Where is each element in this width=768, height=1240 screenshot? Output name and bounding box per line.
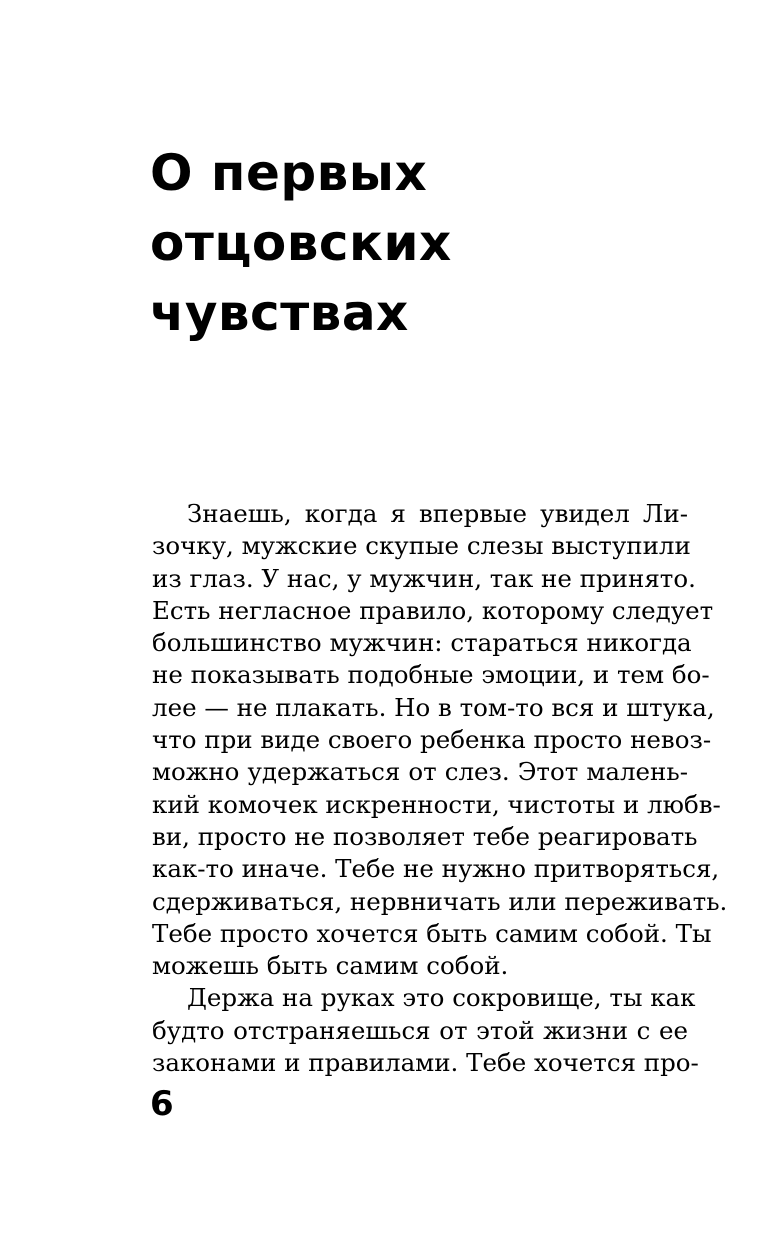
text-line: будто отстраняешься от этой жизни с ее	[152, 1015, 688, 1045]
text-line: зочку, мужские скупые слезы выступили	[152, 531, 691, 561]
text-line: можешь быть самим собой.	[152, 951, 509, 981]
text-line: Есть негласное правило, которому следует	[152, 595, 714, 625]
text-line: Держа на руках это сокровище, ты как	[187, 983, 696, 1013]
text-line: Тебе просто хочется быть самим собой. Ты	[152, 918, 712, 948]
text-line: лее — не плакать. Но в том-то вся и штука,	[152, 692, 715, 722]
text-line: как-то иначе. Тебе не нужно притворяться,	[152, 854, 720, 884]
text-line: большинство мужчин: стараться никогда	[152, 628, 692, 658]
chapter-title-line: чувствах	[150, 284, 409, 342]
text-line: что при виде своего ребенка просто невоз-	[152, 725, 712, 755]
chapter-title-line: отцовских	[150, 214, 452, 272]
page-number: 6	[150, 1084, 174, 1124]
text-line: законами и правилами. Тебе хочется про-	[152, 1048, 699, 1078]
text-line: ви, просто не позволяет тебе реагировать	[152, 821, 698, 851]
chapter-title-line: О первых	[150, 144, 428, 202]
body-text	[152, 498, 728, 1079]
text-line: можно удержаться от слез. Этот малень-	[152, 757, 688, 787]
text-line: не показывать подобные эмоции, и тем бо-	[152, 660, 710, 690]
text-line: кий комочек искренности, чистоты и любв-	[152, 789, 721, 819]
text-line: сдерживаться, нервничать или переживать.	[152, 886, 728, 916]
text-line: Знаешь, когда я впервые увидел Ли-	[187, 499, 688, 528]
chapter-title	[150, 138, 670, 348]
text-line: из глаз. У нас, у мужчин, так не принято.	[152, 563, 696, 593]
